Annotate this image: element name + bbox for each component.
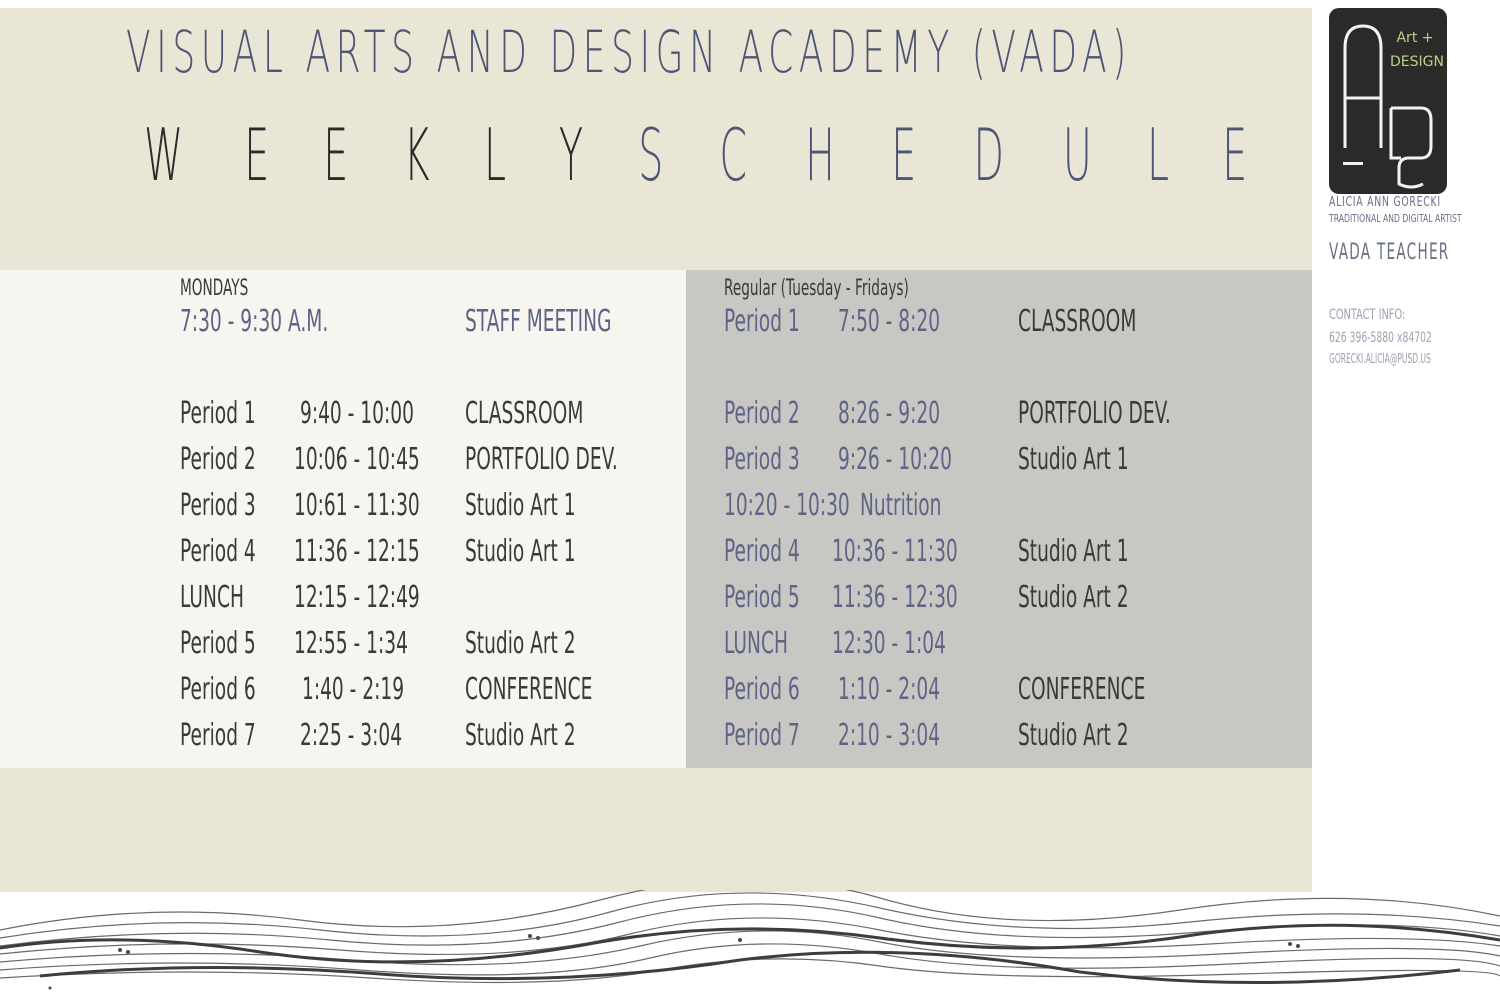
- subtitle-letter: W: [144, 113, 184, 197]
- subtitle-letter: E: [1222, 113, 1248, 197]
- subtitle-letter: E: [891, 113, 917, 197]
- monday-period: Period 3: [180, 488, 256, 523]
- regular-period: Period 7: [724, 718, 800, 753]
- regular-time: 8:26 - 9:20: [838, 396, 941, 431]
- regular-period: Period 2: [724, 396, 800, 431]
- monday-time: 11:36 - 12:15: [294, 534, 420, 569]
- regular-class: PORTFOLIO DEV.: [1018, 396, 1171, 431]
- regular-time: 7:50 - 8:20: [838, 304, 941, 339]
- regular-period: LUNCH: [724, 626, 788, 661]
- page-title: VISUAL ARTS AND DESIGN ACADEMY (VADA): [126, 18, 1132, 86]
- monday-period: Period 6: [180, 672, 256, 707]
- regular-class: Studio Art 2: [1018, 718, 1129, 753]
- staff-meeting-time: 7:30 - 9:30 A.M.: [180, 304, 329, 339]
- monday-class: CLASSROOM: [465, 396, 584, 431]
- monday-period: Period 5: [180, 626, 256, 661]
- monday-class: Studio Art 1: [465, 488, 576, 523]
- regular-period: Period 5: [724, 580, 800, 615]
- page-subtitle: [128, 110, 1258, 200]
- regular-time: 12:30 - 1:04: [832, 626, 946, 661]
- monday-time: 12:15 - 12:49: [294, 580, 420, 615]
- nutrition-time: 10:20 - 10:30: [724, 488, 850, 523]
- subtitle-letter: U: [1062, 113, 1092, 197]
- subtitle-letter: S: [638, 113, 664, 197]
- regular-time: 9:26 - 10:20: [838, 442, 952, 477]
- monday-time: 10:61 - 11:30: [294, 488, 420, 523]
- regular-class: Studio Art 1: [1018, 442, 1129, 477]
- regular-period: Period 6: [724, 672, 800, 707]
- monday-class: CONFERENCE: [465, 672, 593, 707]
- monday-period: Period 7: [180, 718, 256, 753]
- monday-label: MONDAYS: [180, 276, 249, 301]
- monday-class: PORTFOLIO DEV.: [465, 442, 618, 477]
- regular-time: 11:36 - 12:30: [832, 580, 958, 615]
- regular-time: 10:36 - 11:30: [832, 534, 958, 569]
- monday-class: Studio Art 1: [465, 534, 576, 569]
- monday-time: 10:06 - 10:45: [294, 442, 420, 477]
- monday-period: LUNCH: [180, 580, 244, 615]
- regular-period: Period 1: [724, 304, 800, 339]
- subtitle-letter: L: [483, 113, 507, 197]
- footer-band: [0, 768, 1312, 892]
- regular-class: CLASSROOM: [1018, 304, 1137, 339]
- contact-phone[interactable]: 626 396-5880 x84702: [1329, 330, 1432, 346]
- contact-label: CONTACT INFO:: [1329, 307, 1406, 323]
- logo-line-2: DESIGN: [1390, 54, 1444, 70]
- subtitle-letter: K: [403, 113, 430, 197]
- contact-email[interactable]: GORECKI.ALICIA@PUSD.US: [1329, 352, 1431, 367]
- logo-text: [1390, 26, 1444, 74]
- subtitle-letter: L: [1146, 113, 1169, 197]
- artist-role: TRADITIONAL AND DIGITAL ARTIST: [1329, 212, 1462, 225]
- monday-period: Period 1: [180, 396, 256, 431]
- regular-label: Regular (Tuesday - Fridays): [724, 276, 909, 301]
- wave-art-icon: [0, 890, 1500, 994]
- regular-class: CONFERENCE: [1018, 672, 1146, 707]
- subtitle-letter: C: [719, 113, 747, 197]
- subtitle-letter: D: [973, 113, 1004, 197]
- regular-class: Studio Art 2: [1018, 580, 1129, 615]
- subtitle-letter: H: [804, 113, 835, 197]
- regular-time: 1:10 - 2:04: [838, 672, 941, 707]
- monday-time: 9:40 - 10:00: [300, 396, 414, 431]
- vada-teacher: VADA TEACHER: [1329, 240, 1450, 265]
- monday-time: 2:25 - 3:04: [300, 718, 403, 753]
- monday-time: 12:55 - 1:34: [294, 626, 408, 661]
- regular-period: Period 4: [724, 534, 800, 569]
- monday-class: Studio Art 2: [465, 626, 576, 661]
- staff-meeting-label: STAFF MEETING: [465, 304, 612, 339]
- regular-class: Studio Art 1: [1018, 534, 1129, 569]
- regular-time: 2:10 - 3:04: [838, 718, 941, 753]
- subtitle-letter: E: [243, 113, 269, 197]
- monday-period: Period 2: [180, 442, 256, 477]
- logo-line-1: Art +: [1396, 30, 1434, 46]
- subtitle-letter: Y: [559, 113, 584, 197]
- monday-class: Studio Art 2: [465, 718, 576, 753]
- artist-name: ALICIA ANN GORECKI: [1329, 195, 1441, 210]
- nutrition-label: Nutrition: [860, 488, 942, 523]
- monday-period: Period 4: [180, 534, 256, 569]
- regular-period: Period 3: [724, 442, 800, 477]
- monday-time: 1:40 - 2:19: [302, 672, 405, 707]
- subtitle-letter: E: [323, 113, 349, 197]
